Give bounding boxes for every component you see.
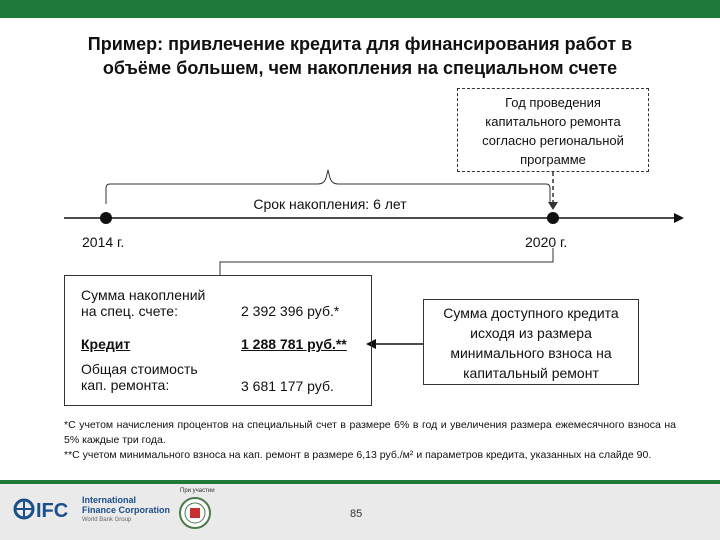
total-label-line-1: Общая стоимость [81, 361, 198, 377]
title-line-1: Пример: привлечение кредита для финансирования работ в [87, 34, 633, 54]
end-point [547, 212, 559, 224]
footnotes [64, 418, 676, 463]
footnote-2: **С учетом минимального взноса на кап. ремонт в размере 6,13 руб./м² и параметров кредита, указанных на слайде 90. [64, 449, 652, 461]
callout-line-2: капитального ремонта [485, 114, 621, 129]
total-label [81, 361, 198, 393]
ifc-org-name [82, 495, 170, 515]
savings-label [81, 287, 205, 319]
start-year: 2014 г. [82, 234, 125, 250]
title-line-2: объёме большем, чем накопления на специальном счете [102, 58, 618, 78]
total-value: 3 681 177 руб. [241, 378, 334, 394]
footnote-1: *С учетом начисления процентов на специальный счет в размере 6% в год и увеличения размера ежемесячного взноса на 5% каждые три года. [64, 419, 676, 446]
callout-line-3: согласно региональной [482, 133, 624, 148]
credit-note-box [423, 299, 639, 385]
box-connector [220, 248, 553, 275]
credit-note-line-2: исходя из размера [470, 325, 592, 341]
credit-value: 1 288 781 руб.** [241, 336, 347, 352]
ifc-logo-text: IFC [36, 500, 69, 522]
credit-note-line-4: капитальный ремонт [463, 365, 599, 381]
summary-box [64, 275, 372, 406]
credit-label: Кредит [81, 336, 131, 352]
total-label-line-2: кап. ремонта: [81, 377, 170, 393]
ifc-logo-icon [12, 493, 78, 525]
term-label: Срок накопления: 6 лет [253, 196, 407, 212]
savings-value: 2 392 396 руб.* [241, 303, 340, 319]
participant-label: При участии [180, 488, 215, 494]
start-point [100, 212, 112, 224]
ifc-org-sub: World Bank Group [82, 517, 132, 523]
partner-seal-icon [178, 496, 212, 530]
credit-note-line-1: Сумма доступного кредита [443, 305, 619, 321]
callout-line-1: Год проведения [505, 95, 601, 110]
page-number: 85 [350, 508, 363, 520]
timeline-arrowhead [674, 213, 684, 223]
end-year: 2020 г. [525, 234, 568, 250]
ifc-org-line-1: International [82, 495, 137, 505]
savings-label-line-2: на спец. счете: [81, 303, 178, 319]
callout-line-4: программе [520, 152, 586, 167]
credit-note-line-3: минимального взноса на [450, 345, 612, 361]
ifc-org-line-2: Finance Corporation [82, 505, 171, 515]
savings-label-line-1: Сумма накоплений [81, 287, 206, 303]
